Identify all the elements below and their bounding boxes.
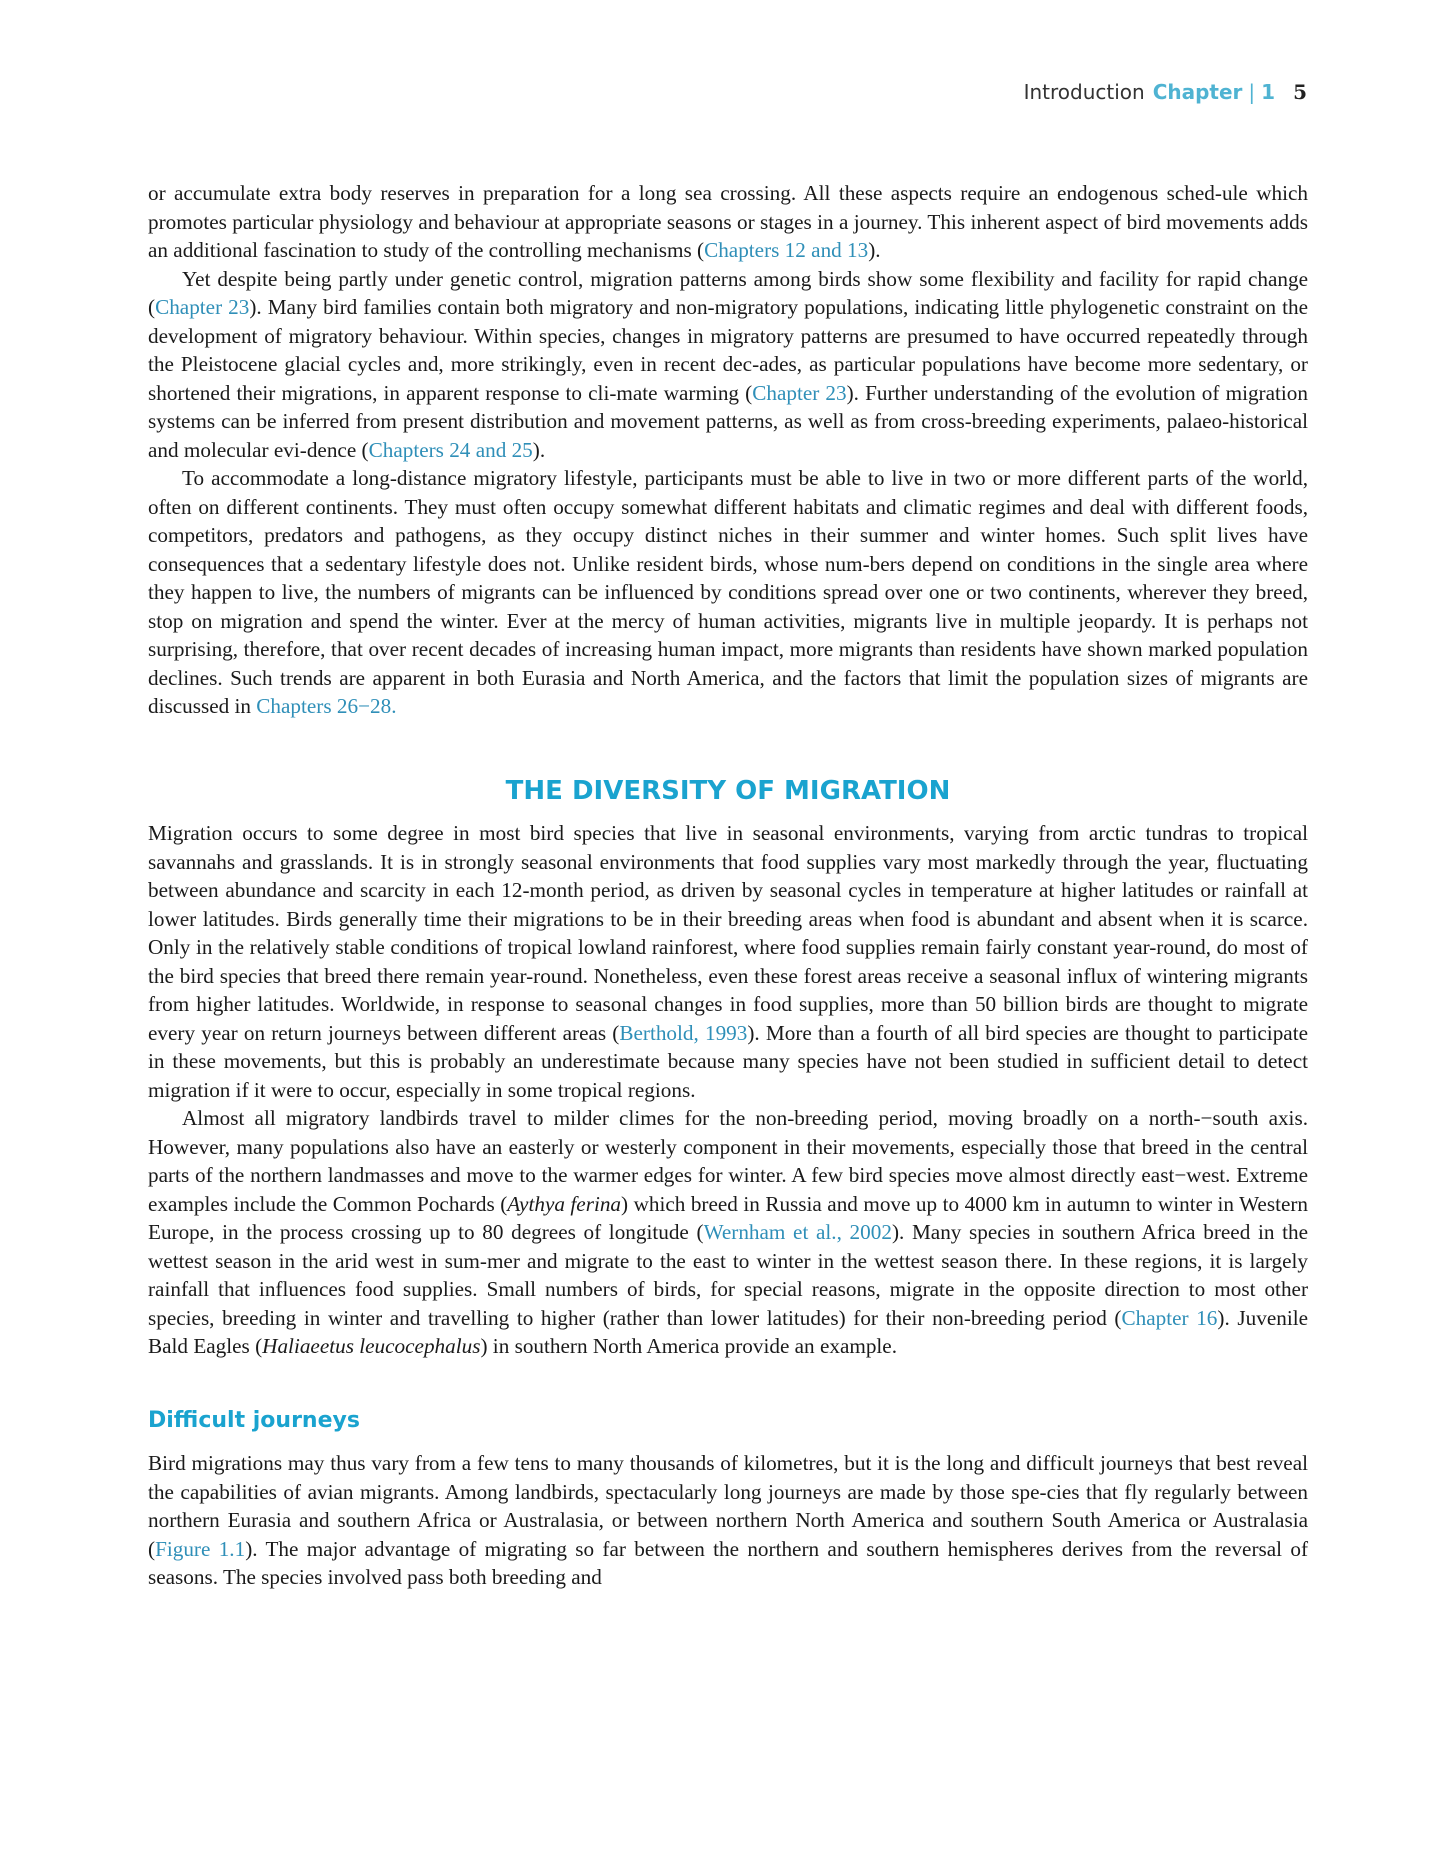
text-run: ). xyxy=(532,437,546,462)
text-run: ) in southern North America provide an example. xyxy=(480,1334,898,1358)
paragraph-4 xyxy=(148,819,1308,1104)
paragraph-1 xyxy=(148,179,1308,265)
citation-link[interactable]: Wernham et al., 2002 xyxy=(703,1220,892,1244)
text-run: ). Many bird families contain both migratory and non-migratory populations, indicating little phylogenetic constraint on the development of migratory behaviour. Within species, changes in migratory patterns are presumed to have occurred repeatedly through the Pleistocene glacial cycles and, more strikingly, even in recent dec-ades, as particular populations have become more sedentary, or shortened their migrations, in apparent response to cli-mate warming ( xyxy=(148,295,1309,405)
cross-reference-link[interactable]: Chapters 12 and 13 xyxy=(704,238,869,262)
text-run: ). More than a fourth of all bird species are thought to participate in these movements, but this is probably an underestimate because many species have not been studied in sufficient detail to detect migration if it were to occur, especially in some tropical regions. xyxy=(148,1020,1308,1102)
species-name: Aythya ferina xyxy=(507,1191,622,1216)
text-run: ). Juvenile Bald Eagles ( xyxy=(148,1305,1309,1358)
running-head-section: Introduction xyxy=(1023,80,1145,104)
cross-reference-link[interactable]: Chapters 24 and 25 xyxy=(368,437,533,462)
text-run: Bird migrations may thus vary from a few tens to many thousands of kilometres, but it is the long and difficult journeys that best reveal the capabilities of avian migrants. Among landbirds, spectacularly long journeys are made by those spe-cies that fly regularly between northern Eurasia and southern Africa or Australasia, or between northern North America and southern South America or Australasia ( xyxy=(148,1451,1308,1561)
text-run: or accumulate extra body reserves in preparation for a long sea crossing. All these aspects require an endogenous sched-ule which promotes particular physiology and behaviour at appropriate seasons or stages in a journey. This inherent aspect of bird movements adds an additional fascination to study of the controlling mechanisms ( xyxy=(148,181,1308,262)
running-head-separator: | xyxy=(1248,80,1256,104)
paragraph-5 xyxy=(148,1104,1308,1361)
running-head-chapter-number: 1 xyxy=(1261,80,1276,104)
text-run: ). The major advantage of migrating so far between the northern and southern hemispheres derives from the reversal of seasons. The species involved pass both breeding and xyxy=(148,1536,1308,1589)
cross-reference-link[interactable]: Chapter 23 xyxy=(752,380,847,405)
running-head-chapter-label: Chapter xyxy=(1152,80,1243,104)
figure-link[interactable]: Figure 1.1 xyxy=(155,1536,246,1561)
paragraph-2 xyxy=(148,265,1308,465)
text-run: Yet despite being partly under genetic control, migration patterns among birds show some flexibility and facility for rapid change ( xyxy=(148,266,1308,319)
citation-link[interactable]: Berthold, 1993 xyxy=(619,1020,748,1045)
body-text xyxy=(148,179,1308,1592)
text-run: To accommodate a long-distance migratory lifestyle, participants must be able to live in two or more different parts of the world, often on different continents. They must often occupy somewhat different habitats and climatic regimes and deal with different foods, competitors, predators and pathogens, as they occupy distinct niches in their summer and winter homes. Such split lives have consequences that a sedentary lifestyle does not. Unlike resident birds, whose num-bers depend on conditions in the single area where they happen to live, the numbers of migrants can be influenced by conditions spread over one or two continents, wherever they breed, stop on migration and spend the winter. Ever at the mercy of human activities, migrants live in multiple jeopardy. It is perhaps not surprising, therefore, that over recent decades of increasing human impact, more migrants than residents have shown marked population declines. Such trends are apparent in both Eurasia and North America, and the factors that limit the population sizes of migrants are discussed in xyxy=(148,466,1308,718)
paragraph-6 xyxy=(148,1449,1308,1592)
text-run: ). Further understanding of the evolution of migration systems can be inferred from present distribution and movement patterns, as well as from cross-breeding experiments, palaeo-historical and molecular evi-dence ( xyxy=(148,380,1308,462)
cross-reference-link[interactable]: Chapter 16 xyxy=(1121,1305,1218,1330)
section-heading: THE DIVERSITY OF MIGRATION xyxy=(505,775,951,806)
cross-reference-link[interactable]: Chapters 26−28. xyxy=(256,694,397,718)
text-run: Almost all migratory landbirds travel to milder climes for the non-breeding period, moving broadly on a north-−south axis. However, many populations also have an easterly or westerly component in their movements, especially those that breed in the central parts of the northern landmasses and move to the warmer edges for winter. A few bird species move almost directly east−west. Extreme examples include the Common Pochards ( xyxy=(148,1106,1308,1216)
text-run: ). Many species in southern Africa breed in the wettest season in the arid west in sum-mer and migrate to the east to winter in the wettest season there. In these regions, it is largely rainfall that influences food supplies. Small numbers of birds, for special reasons, migrate in the opposite direction to most other species, breeding in winter and travelling to higher (rather than lower latitudes) for their non-breeding period ( xyxy=(148,1220,1308,1330)
paragraph-3 xyxy=(148,464,1308,721)
running-head xyxy=(1024,80,1307,104)
species-name: Haliaeetus leucocephalus xyxy=(262,1334,481,1358)
text-run: ) which breed in Russia and move up to 4000 km in autumn to winter in Western Europe, in the process crossing up to 80 degrees of longitude ( xyxy=(148,1191,1309,1244)
subsection-heading: Difficult journeys xyxy=(148,1407,360,1433)
page-number: 5 xyxy=(1293,80,1307,104)
cross-reference-link[interactable]: Chapter 23 xyxy=(155,295,250,319)
text-run: Migration occurs to some degree in most bird species that live in seasonal environments, varying from arctic tundras to tropical savannahs and grasslands. It is in strongly seasonal environments that food supplies vary most markedly through the year, fluctuating between abundance and scarcity in each 12-month period, as driven by seasonal cycles in temperature at higher latitudes or rainfall at lower latitudes. Birds generally time their migrations to be in their breeding areas when food is abundant and absent when it is scarce. Only in the relatively stable conditions of tropical lowland rainforest, where food supplies remain fairly constant year-round, do most of the bird species that breed there remain year-round. Nonetheless, even these forest areas receive a seasonal influx of wintering migrants from higher latitudes. Worldwide, in response to seasonal changes in food supplies, more than 50 billion birds are thought to migrate every year on return journeys between different areas ( xyxy=(148,821,1308,1045)
text-run: ). xyxy=(868,238,881,262)
